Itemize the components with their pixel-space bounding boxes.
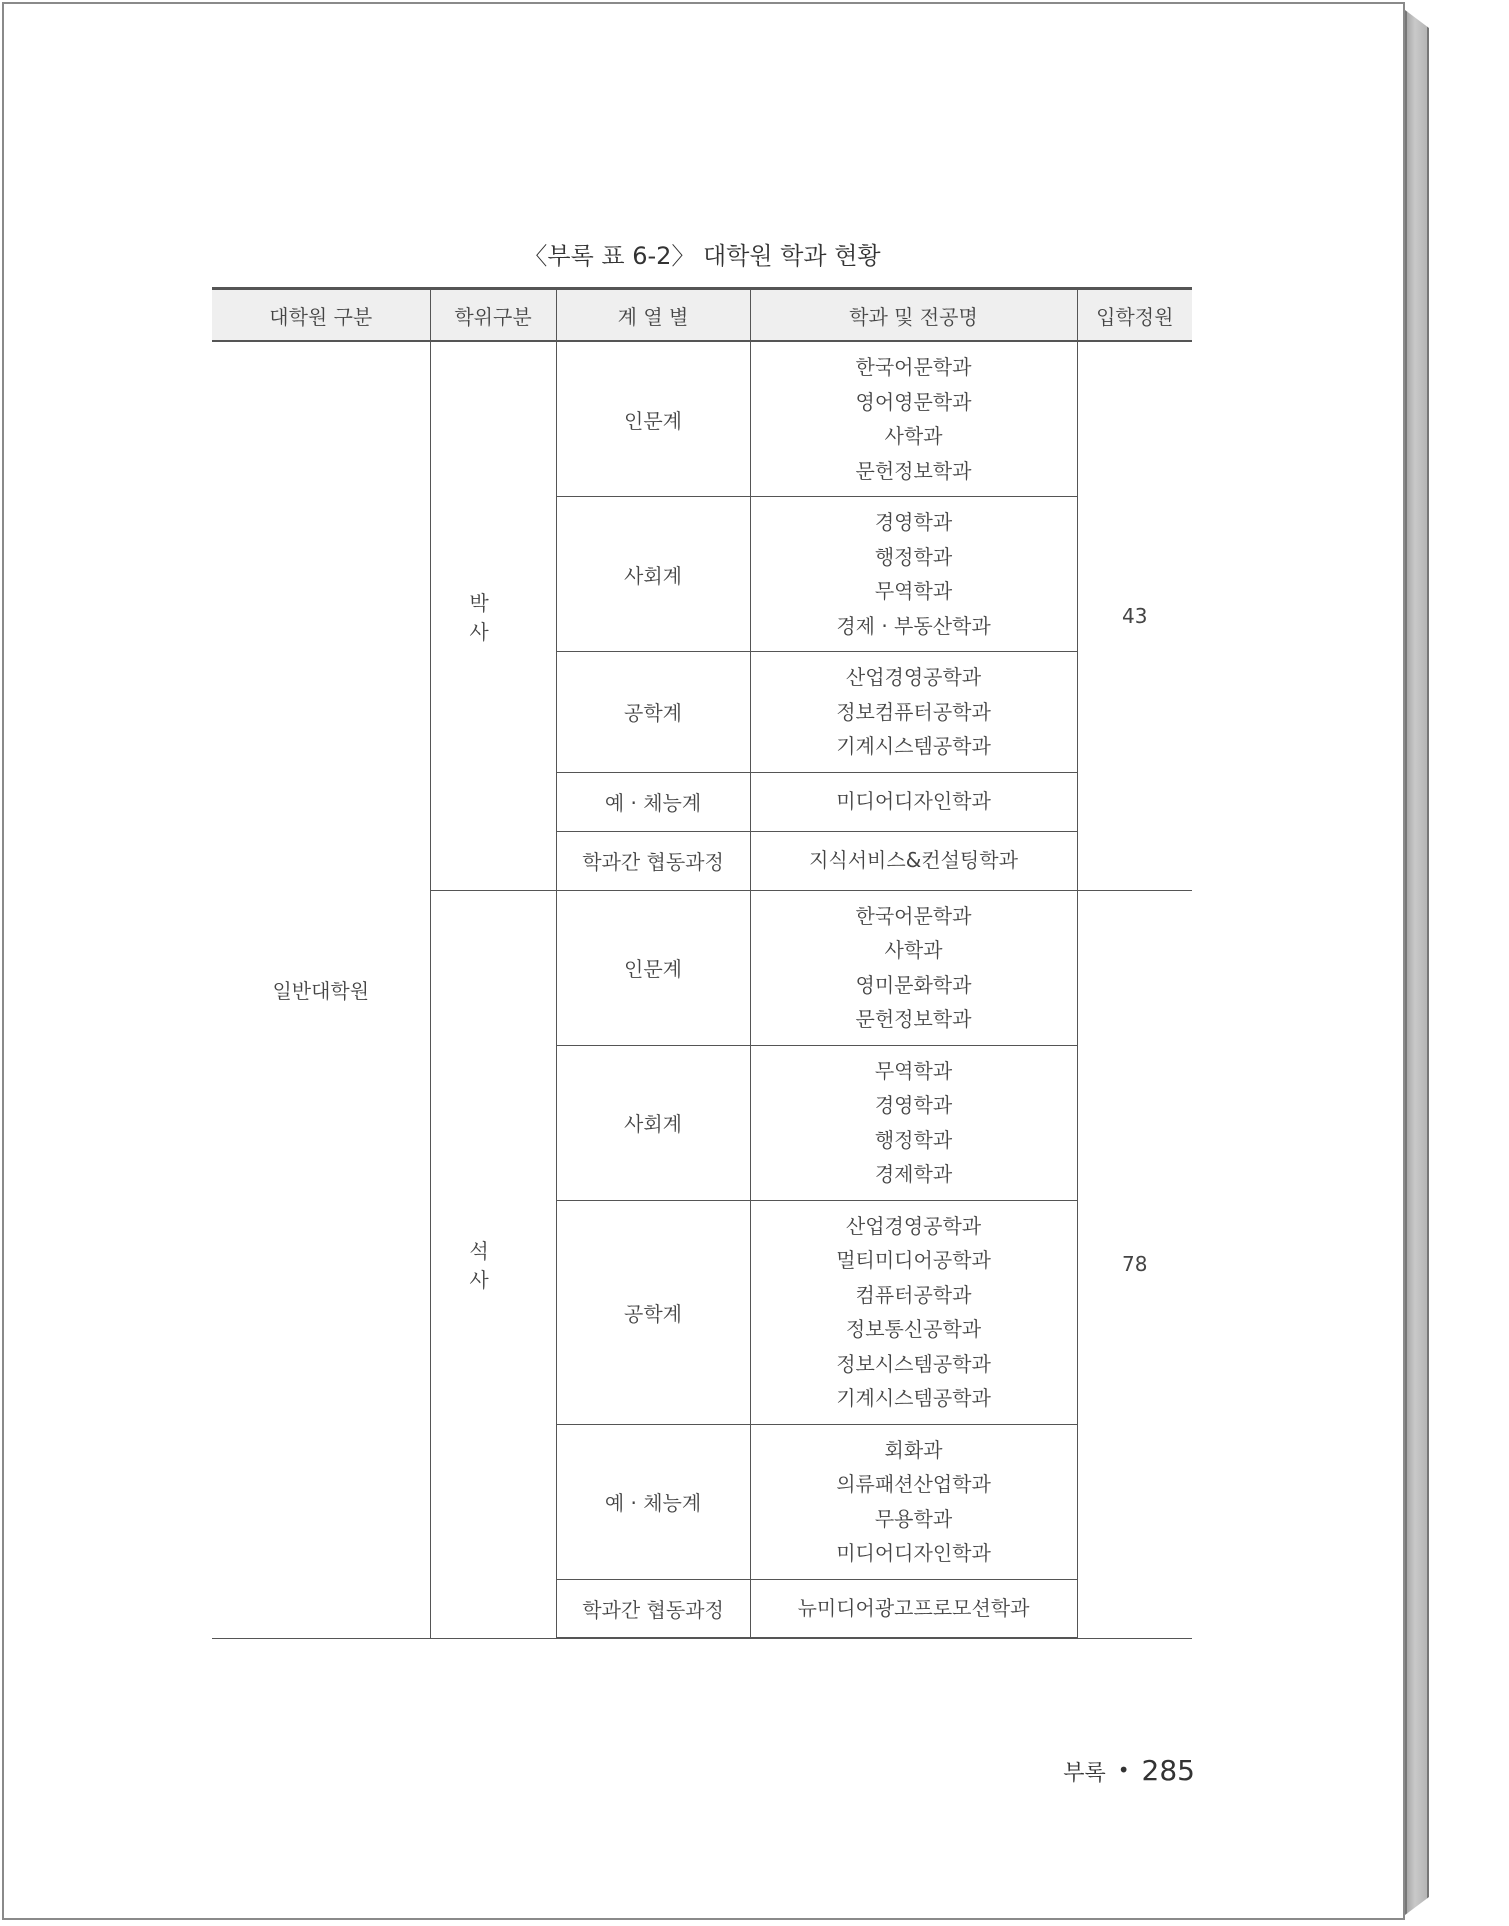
major-name: 사학과 — [884, 424, 943, 448]
footer-bullet: • — [1117, 1758, 1130, 1782]
major-name: 문헌정보학과 — [855, 1007, 972, 1031]
major-cell — [750, 652, 1077, 773]
major-list — [751, 835, 1077, 886]
major-name: 영어영문학과 — [855, 389, 972, 414]
major-list — [751, 652, 1077, 772]
major-name: 한국어문학과 — [855, 903, 972, 928]
major-name: 정보통신공학과 — [845, 1317, 982, 1341]
major-name: 경제 · 부동산학과 — [836, 613, 991, 638]
major-name: 한국어문학과 — [855, 355, 972, 379]
field-cell: 예 · 체능계 — [556, 1424, 750, 1579]
major-name: 정보컴퓨터공학과 — [836, 699, 991, 724]
grad-school-cell: 일반대학원 — [212, 341, 430, 1638]
major-cell — [750, 1200, 1077, 1424]
field-cell: 인문계 — [556, 890, 750, 1045]
major-list — [751, 1201, 1077, 1424]
major-list — [751, 1583, 1077, 1634]
page-footer — [1063, 1754, 1195, 1787]
major-name: 의류패션산업학과 — [836, 1472, 991, 1496]
major-name: 지식서비스&컨설팅학과 — [809, 848, 1018, 873]
table-header-row — [212, 289, 1192, 342]
major-list — [751, 1425, 1077, 1579]
degree-cell: 박 사 — [430, 341, 556, 890]
major-name: 뉴미디어광고프로모션학과 — [797, 1596, 1030, 1620]
major-name: 정보시스템공학과 — [836, 1351, 991, 1376]
major-cell — [750, 772, 1077, 831]
major-name: 문헌정보학과 — [855, 458, 972, 483]
major-name: 경제학과 — [874, 1162, 953, 1186]
major-cell — [750, 1045, 1077, 1200]
quota-cell: 43 — [1077, 341, 1192, 890]
degree-cell: 석 사 — [430, 890, 556, 1638]
header-grad-school: 대학원 구분 — [212, 289, 430, 342]
footer-section: 부록 — [1063, 1761, 1106, 1786]
table-row — [212, 341, 1192, 497]
major-list — [751, 891, 1077, 1045]
field-cell: 사회계 — [556, 497, 750, 652]
major-cell — [750, 1424, 1077, 1579]
major-cell — [750, 1579, 1077, 1638]
major-name: 무역학과 — [874, 579, 953, 603]
page-stack-edge — [1405, 10, 1429, 1915]
major-name: 무용학과 — [874, 1506, 953, 1531]
major-name: 경영학과 — [874, 510, 953, 534]
field-cell: 공학계 — [556, 652, 750, 773]
major-name: 행정학과 — [874, 544, 953, 569]
quota-cell: 78 — [1077, 890, 1192, 1638]
field-cell: 인문계 — [556, 341, 750, 497]
field-cell: 사회계 — [556, 1045, 750, 1200]
major-cell — [750, 890, 1077, 1045]
field-cell: 학과간 협동과정 — [556, 1579, 750, 1638]
major-cell — [750, 831, 1077, 890]
field-cell: 학과간 협동과정 — [556, 831, 750, 890]
major-name: 산업경영공학과 — [845, 665, 982, 689]
major-cell — [750, 341, 1077, 497]
table-caption: 〈부록 표 6-2〉 대학원 학과 현황 — [523, 242, 881, 270]
major-name: 사학과 — [884, 938, 943, 962]
field-cell: 예 · 체능계 — [556, 772, 750, 831]
major-name: 미디어디자인학과 — [836, 1541, 991, 1565]
major-name: 기계시스템공학과 — [836, 1386, 991, 1410]
major-cell — [750, 497, 1077, 652]
major-name: 멀티미디어공학과 — [836, 1248, 991, 1272]
major-list — [751, 497, 1077, 651]
major-name: 기계시스템공학과 — [836, 734, 991, 758]
header-degree: 학위구분 — [430, 289, 556, 342]
major-name: 영미문화학과 — [855, 972, 972, 997]
major-name: 회화과 — [884, 1437, 943, 1462]
major-name: 컴퓨터공학과 — [855, 1282, 972, 1307]
major-name: 무역학과 — [874, 1058, 953, 1083]
page-number: 285 — [1141, 1754, 1195, 1787]
major-list — [751, 1046, 1077, 1200]
header-field: 계 열 별 — [556, 289, 750, 342]
major-name: 미디어디자인학과 — [836, 789, 991, 814]
header-major: 학과 및 전공명 — [750, 289, 1077, 342]
field-cell: 공학계 — [556, 1200, 750, 1424]
header-quota: 입학정원 — [1077, 289, 1192, 342]
major-name: 경영학과 — [874, 1093, 953, 1117]
major-list — [751, 776, 1077, 827]
major-name: 행정학과 — [874, 1127, 953, 1152]
major-name: 산업경영공학과 — [845, 1213, 982, 1238]
graduate-departments-table — [212, 287, 1192, 1639]
major-list — [751, 342, 1077, 496]
table-body — [212, 341, 1192, 1638]
